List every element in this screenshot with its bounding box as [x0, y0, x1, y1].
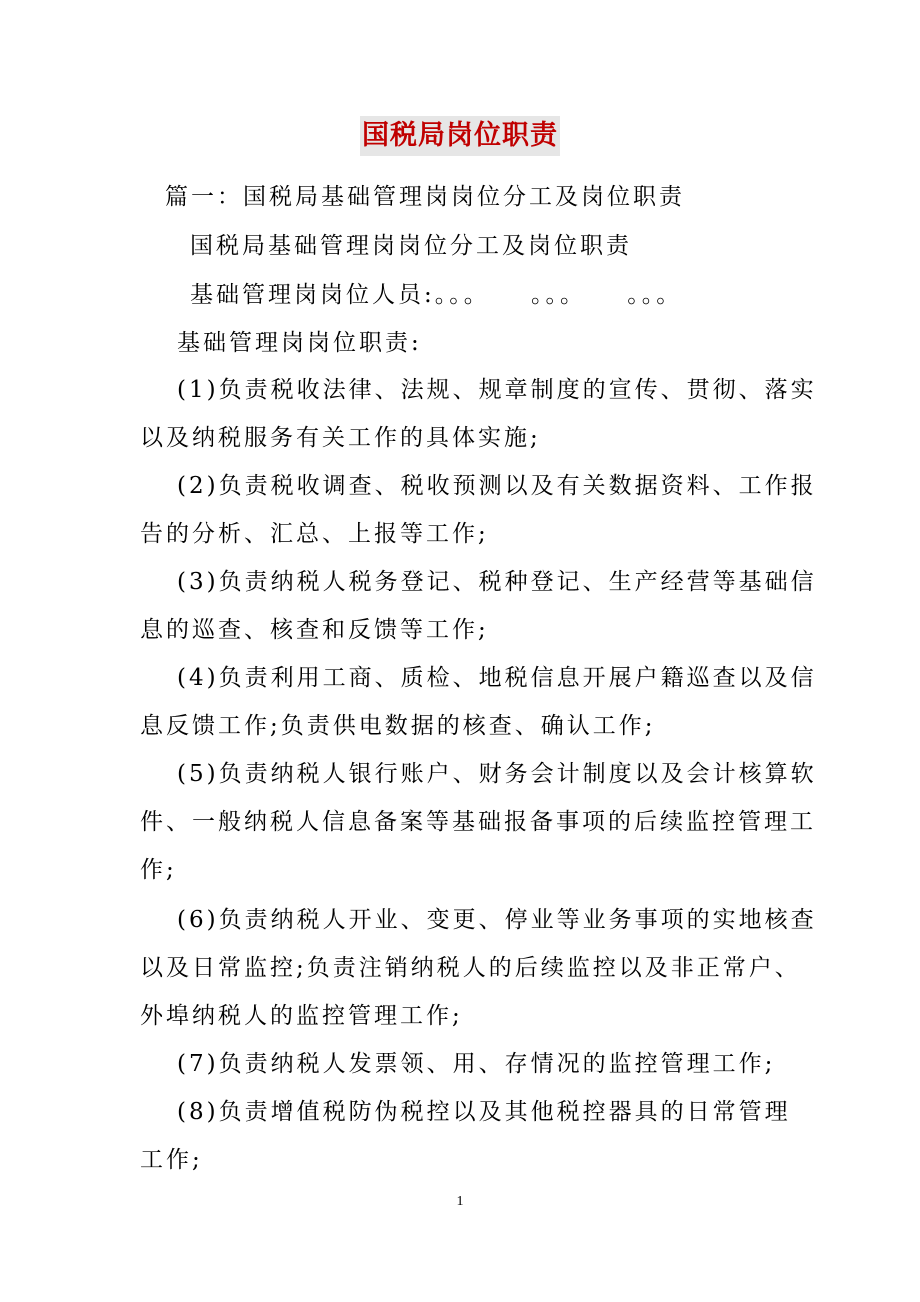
duty-item-8-line-1: (8)负责增值税防伪税控以及其他税控器具的日常管理: [177, 1099, 791, 1125]
duty-item-3-line-2: 息的巡查、核查和反馈等工作;: [140, 617, 489, 643]
duty-item-1-line-1: (1)负责税收法律、法规、规章制度的宣传、贯彻、落实: [177, 377, 817, 403]
duty-item-6-line-1: (6)负责纳税人开业、变更、停业等业务事项的实地核查: [177, 907, 817, 933]
title-container: [0, 116, 920, 156]
duty-item-6-line-2: 以及日常监控;负责注销纳税人的后续监控以及非正常户、: [140, 955, 801, 981]
duty-item-3-line-1: (3)负责纳税人税务登记、税种登记、生产经营等基础信: [177, 569, 817, 595]
duty-item-2-line-1: (2)负责税收调查、税收预测以及有关数据资料、工作报: [177, 473, 817, 499]
duty-item-4-line-1: (4)负责利用工商、质检、地税信息开展户籍巡查以及信: [177, 665, 817, 691]
duty-item-7-line-1: (7)负责纳税人发票领、用、存情况的监控管理工作;: [177, 1051, 776, 1077]
duties-label: 基础管理岗岗位职责:: [177, 330, 422, 356]
staff-line: 基础管理岗岗位人员:。。。 。。。 。。。: [190, 282, 683, 308]
duty-item-5-line-2: 件、一般纳税人信息备案等基础报备事项的后续监控管理工: [140, 809, 816, 835]
duty-item-8-line-2: 工作;: [140, 1147, 203, 1173]
duty-item-2-line-2: 告的分析、汇总、上报等工作;: [140, 521, 489, 547]
duty-item-5-line-3: 作;: [140, 857, 177, 883]
section-subheading: 国税局基础管理岗岗位分工及岗位职责: [190, 233, 632, 259]
duty-item-1-line-2: 以及纳税服务有关工作的具体实施;: [140, 425, 541, 451]
section-heading: 篇一：国税局基础管理岗岗位分工及岗位职责: [165, 184, 685, 210]
duty-item-6-line-3: 外埠纳税人的监控管理工作;: [140, 1003, 463, 1029]
page-number: 1: [456, 1194, 464, 1209]
duty-item-4-line-2: 息反馈工作;负责供电数据的核查、确认工作;: [140, 713, 656, 739]
duty-item-5-line-1: (5)负责纳税人银行账户、财务会计制度以及会计核算软: [177, 761, 817, 787]
document-title: 国税局岗位职责: [360, 116, 560, 156]
